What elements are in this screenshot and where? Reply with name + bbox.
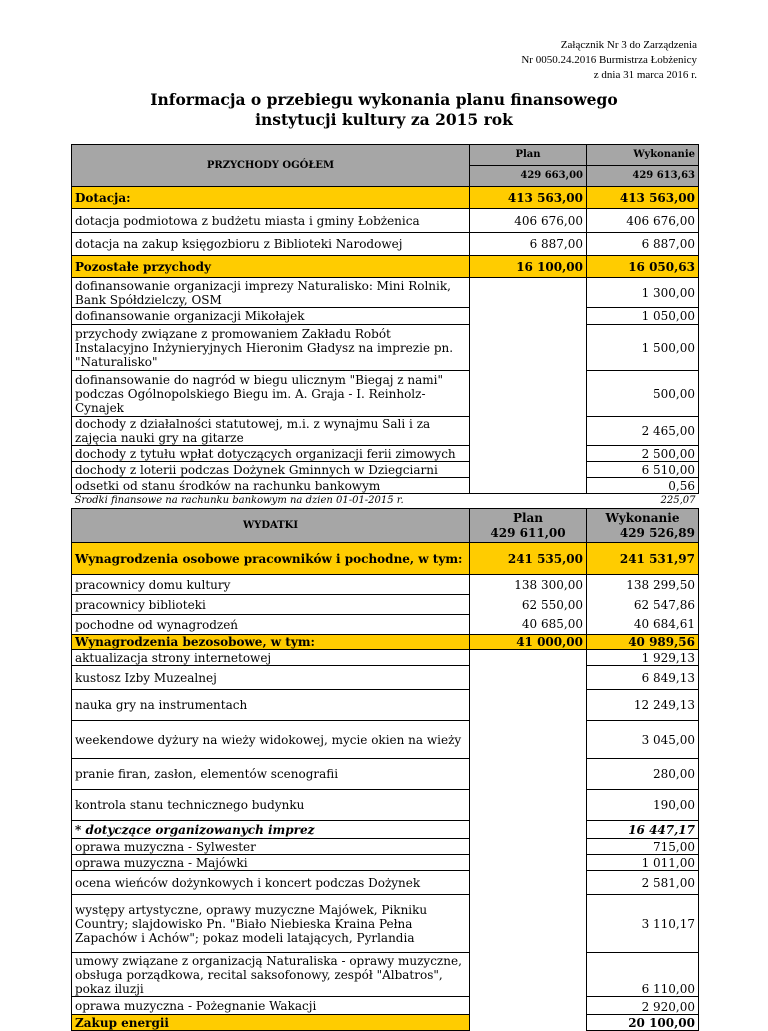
table-row-label: przychody związane z promowaniem Zakładu Robót Instalacyjno Inżynieryjnych Hieronim Gładysz na imprezie pn. "Naturalisko" (72, 325, 470, 371)
salaries-exec: 241 531,97 (587, 543, 699, 575)
table-row-label: pranie firan, zasłon, elementów scenografii (72, 759, 470, 790)
expenses-plan-head (470, 509, 587, 543)
dotacja-label: Dotacja: (72, 187, 470, 209)
table-row-exec: 1 300,00 (587, 278, 699, 308)
table-row-exec: 500,00 (587, 371, 699, 417)
table-row-label: oprawa muzyczna - Pożegnanie Wakacji (72, 997, 470, 1015)
table-row-label: pracownicy domu kultury (72, 575, 470, 595)
other-income-label: Pozostałe przychody (72, 256, 470, 278)
table-row-exec: 280,00 (587, 759, 699, 790)
attachment-note-line: z dnia 31 marca 2016 r. (593, 69, 697, 81)
empty-plan-cell (470, 650, 587, 1031)
other-income-exec: 16 050,63 (587, 256, 699, 278)
table-row-label: kustosz Izby Muzealnej (72, 666, 470, 690)
attachment-note-line: Załącznik Nr 3 do Zarządzenia (560, 39, 697, 51)
table-row-exec: 1 011,00 (587, 855, 699, 871)
table-row-exec: 3 110,17 (587, 895, 699, 953)
empty-plan-cell (470, 278, 587, 494)
table-row-exec: 40 684,61 (587, 615, 699, 635)
table-row-label: dochody z tytułu wpłat dotyczących organizacji ferii zimowych (72, 446, 470, 462)
empty-cell (470, 494, 587, 509)
funds-note-label: Środki finansowe na rachunku bankowym na dzien 01-01-2015 r. (72, 494, 470, 509)
income-plan-total: 429 663,00 (470, 166, 587, 187)
table-row-exec: 2 920,00 (587, 997, 699, 1015)
title-line: Informacja o przebiegu wykonania planu finansowego (150, 90, 618, 109)
table-row-exec: 12 249,13 (587, 690, 699, 721)
energy-label: Zakup energii (72, 1015, 470, 1031)
table-row-label: oprawa muzyczna - Majówki (72, 855, 470, 871)
table-row-exec: 6 849,13 (587, 666, 699, 690)
table-row-exec: 190,00 (587, 790, 699, 821)
salaries-plan: 241 535,00 (470, 543, 587, 575)
dotacja-exec: 413 563,00 (587, 187, 699, 209)
income-plan-label: Plan (470, 145, 587, 166)
attachment-note (437, 38, 697, 83)
table-row-label: aktualizacja strony internetowej (72, 650, 470, 666)
energy-plan: 20 100,00 (587, 1015, 699, 1031)
salaries-label: Wynagrodzenia osobowe pracowników i pochodne, w tym: (72, 543, 470, 575)
expenses-plan-total: 429 611,00 (490, 525, 566, 540)
table-row-label: kontrola stanu technicznego budynku (72, 790, 470, 821)
non-salary-plan: 41 000,00 (470, 635, 587, 650)
expenses-exec-label: Wykonanie (605, 510, 680, 525)
table-row-label: występy artystyczne, oprawy muzyczne Majówek, Pikniku Country; slajdowisko Pn. "Biało Niebieska Kraina Pełna Zapachów i Achów"; pokaz modeli latających, Pyrlandia (72, 895, 470, 953)
table-row-exec: 1 929,13 (587, 650, 699, 666)
table-row-plan: 62 550,00 (470, 595, 587, 615)
table-row-label: dotacja na zakup księgozbioru z Biblioteki Narodowej (72, 233, 470, 256)
table-row-exec: 6 510,00 (587, 462, 699, 478)
table-row-label: dofinansowanie do nagród w biegu ulicznym "Biegaj z nami" podczas Ogólnopolskiego Biegu im. A. Graja - I. Reinholz-Cynajek (72, 371, 470, 417)
table-row-label: dotacja podmiotowa z budżetu miasta i gminy Łobżenica (72, 209, 470, 233)
events-label: * dotyczące organizowanych imprez (72, 821, 470, 839)
table-row-label: pracownicy biblioteki (72, 595, 470, 615)
table-row-label: dochody z loterii podczas Dożynek Gminnych w Dziegciarni (72, 462, 470, 478)
table-row-exec: 0,56 (587, 478, 699, 494)
other-income-plan: 16 100,00 (470, 256, 587, 278)
table-row-plan: 6 887,00 (470, 233, 587, 256)
table-row-exec: 1 500,00 (587, 325, 699, 371)
dotacja-plan: 413 563,00 (470, 187, 587, 209)
table-row-label: dofinansowanie organizacji Mikołajek (72, 308, 470, 325)
table-row-label: umowy związane z organizacją Naturaliska - oprawy muzyczne, obsługa porządkowa, recital saksofonowy, zespół "Albatros", pokaz iluzji (72, 953, 470, 997)
table-row-label: dochody z działalności statutowej, m.i. z wynajmu Sali i za zajęcia nauki gry na gitarze (72, 417, 470, 446)
attachment-note-line: Nr 0050.24.2016 Burmistrza Łobżenicy (521, 54, 697, 66)
table-row-label: odsetki od stanu środków na rachunku bankowym (72, 478, 470, 494)
table-row-exec: 2 465,00 (587, 417, 699, 446)
table-row-plan: 406 676,00 (470, 209, 587, 233)
table-row-plan: 40 685,00 (470, 615, 587, 635)
table-row-label: nauka gry na instrumentach (72, 690, 470, 721)
table-row-label: oprawa muzyczna - Sylwester (72, 839, 470, 855)
expenses-plan-label: Plan (512, 510, 544, 525)
table-row-exec: 62 547,86 (587, 595, 699, 615)
funds-note-exec: 225,07 (587, 494, 699, 509)
expenses-header: WYDATKI (72, 509, 470, 543)
table-row-label: ocena wieńców dożynkowych i koncert podczas Dożynek (72, 871, 470, 895)
expenses-exec-total: 429 526,89 (619, 525, 695, 540)
table-row-exec: 715,00 (587, 839, 699, 855)
non-salary-label: Wynagrodzenia bezosobowe, w tym: (72, 635, 470, 650)
table-row-label: pochodne od wynagrodzeń (72, 615, 470, 635)
income-exec-label: Wykonanie (587, 145, 699, 166)
events-exec: 16 447,17 (587, 821, 699, 839)
table-row-exec: 2 581,00 (587, 871, 699, 895)
table-row-label: dofinansowanie organizacji imprezy Naturalisko: Mini Rolnik, Bank Spółdzielczy, OSM (72, 278, 470, 308)
non-salary-exec: 40 989,56 (587, 635, 699, 650)
table-row-exec: 6 110,00 (587, 953, 699, 997)
expenses-exec-head (587, 509, 699, 543)
table-row-exec: 138 299,50 (587, 575, 699, 595)
title-line: instytucji kultury za 2015 rok (255, 110, 513, 129)
finance-table (71, 144, 699, 1031)
table-row-exec: 1 050,00 (587, 308, 699, 325)
income-exec-total: 429 613,63 (587, 166, 699, 187)
table-row-label: weekendowe dyżury na wieży widokowej, mycie okien na wieży (72, 721, 470, 759)
income-header: PRZYCHODY OGÓŁEM (72, 145, 470, 187)
table-row-exec: 6 887,00 (587, 233, 699, 256)
table-row-exec: 3 045,00 (587, 721, 699, 759)
table-row-plan: 138 300,00 (470, 575, 587, 595)
table-row-exec: 406 676,00 (587, 209, 699, 233)
table-row-exec: 2 500,00 (587, 446, 699, 462)
document-title (0, 90, 768, 130)
